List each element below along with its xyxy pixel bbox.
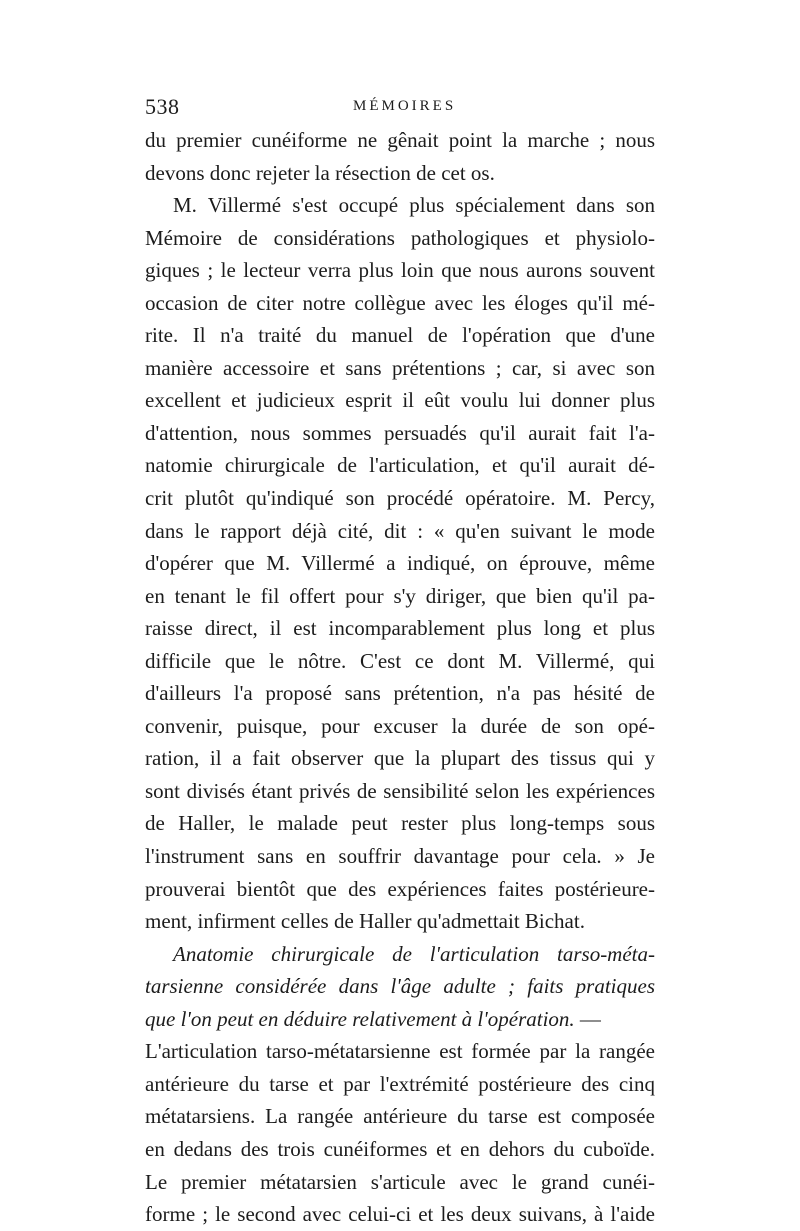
text-line: dans le rapport déjà cité, dit : « qu'en suivant le mode (145, 518, 655, 543)
text-line: d'attention, nous sommes persuadés qu'il aurait fait l'a- (145, 420, 655, 445)
text-line: prouverai bientôt que des expériences faites postérieure- (145, 876, 655, 901)
text-line: crit plutôt qu'indiqué son procédé opératoire. M. Percy, (145, 486, 655, 511)
text-line: manière accessoire et sans prétentions ; car, si avec son (145, 355, 655, 380)
running-head: MÉMOIRES (353, 98, 457, 114)
text-line: antérieure du tarse et par l'extrémité postérieure des cinq (145, 1071, 655, 1096)
text-line: de Haller, le malade peut rester plus long-temps sous (145, 811, 655, 836)
text-line: ration, il a fait observer que la plupart des tissus qui y (145, 746, 655, 771)
text-line: difficile que le nôtre. C'est ce dont M. Villermé, qui (145, 648, 655, 673)
text-line: l'instrument sans en souffrir davantage pour cela. » Je (145, 844, 655, 869)
page-number: 538 (145, 94, 180, 119)
body-text (145, 124, 655, 1231)
text-line: en dedans des trois cunéiformes et en dehors du cuboïde. (145, 1136, 655, 1161)
text-line: Le premier métatarsien s'articule avec le grand cunéi- (145, 1169, 655, 1194)
text-line: sont divisés étant privés de sensibilité selon les expériences (145, 778, 655, 803)
text-line: d'ailleurs l'a proposé sans prétention, n'a pas hésité de (145, 681, 655, 706)
text-line: occasion de citer notre collègue avec les éloges qu'il mé- (145, 290, 655, 315)
text-line: L'articulation tarso-métatarsienne est formée par la rangée (145, 1039, 655, 1064)
section-heading-text: que l'on peut en déduire relativement à l'opération. (145, 1006, 575, 1031)
text-line: forme ; le second avec celui-ci et les deux suivans, à l'aide (145, 1202, 655, 1227)
text-line: Mémoire de considérations pathologiques et physiolo- (145, 225, 655, 250)
paragraph-start-line: M. Villermé s'est occupé plus spécialement dans son (173, 193, 655, 218)
text-line: raisse direct, il est incomparablement plus long et plus (145, 616, 655, 641)
text-line: en tenant le fil offert pour s'y diriger, que bien qu'il pa- (145, 583, 655, 608)
text-line: rite. Il n'a traité du manuel de l'opération que d'une (145, 323, 655, 348)
text-line: métatarsiens. La rangée antérieure du tarse est composée (145, 1104, 655, 1129)
text-line: giques ; le lecteur verra plus loin que nous aurons souvent (145, 258, 655, 283)
text-line: natomie chirurgicale de l'articulation, et qu'il aurait dé- (145, 453, 655, 478)
text-line: du premier cunéiforme ne gênait point la marche ; nous (145, 128, 655, 152)
text-line: devons donc rejeter la résection de cet os. (145, 160, 495, 185)
section-heading-line: tarsienne considérée dans l'âge adulte ; faits pratiques (145, 974, 655, 999)
section-heading-line (145, 1003, 655, 1036)
text-line: d'opérer que M. Villermé a indiqué, on éprouve, même (145, 551, 655, 576)
text-line: ment, infirment celles de Haller qu'admettait Bichat. (145, 909, 585, 934)
text-line: excellent et judicieux esprit il eût voulu lui donner plus (145, 388, 655, 413)
heading-dash: — (574, 1006, 601, 1031)
section-heading-line: Anatomie chirurgicale de l'articulation tarso-méta- (173, 941, 655, 966)
page-header (145, 94, 660, 124)
text-line: convenir, puisque, pour excuser la durée de son opé- (145, 713, 655, 738)
